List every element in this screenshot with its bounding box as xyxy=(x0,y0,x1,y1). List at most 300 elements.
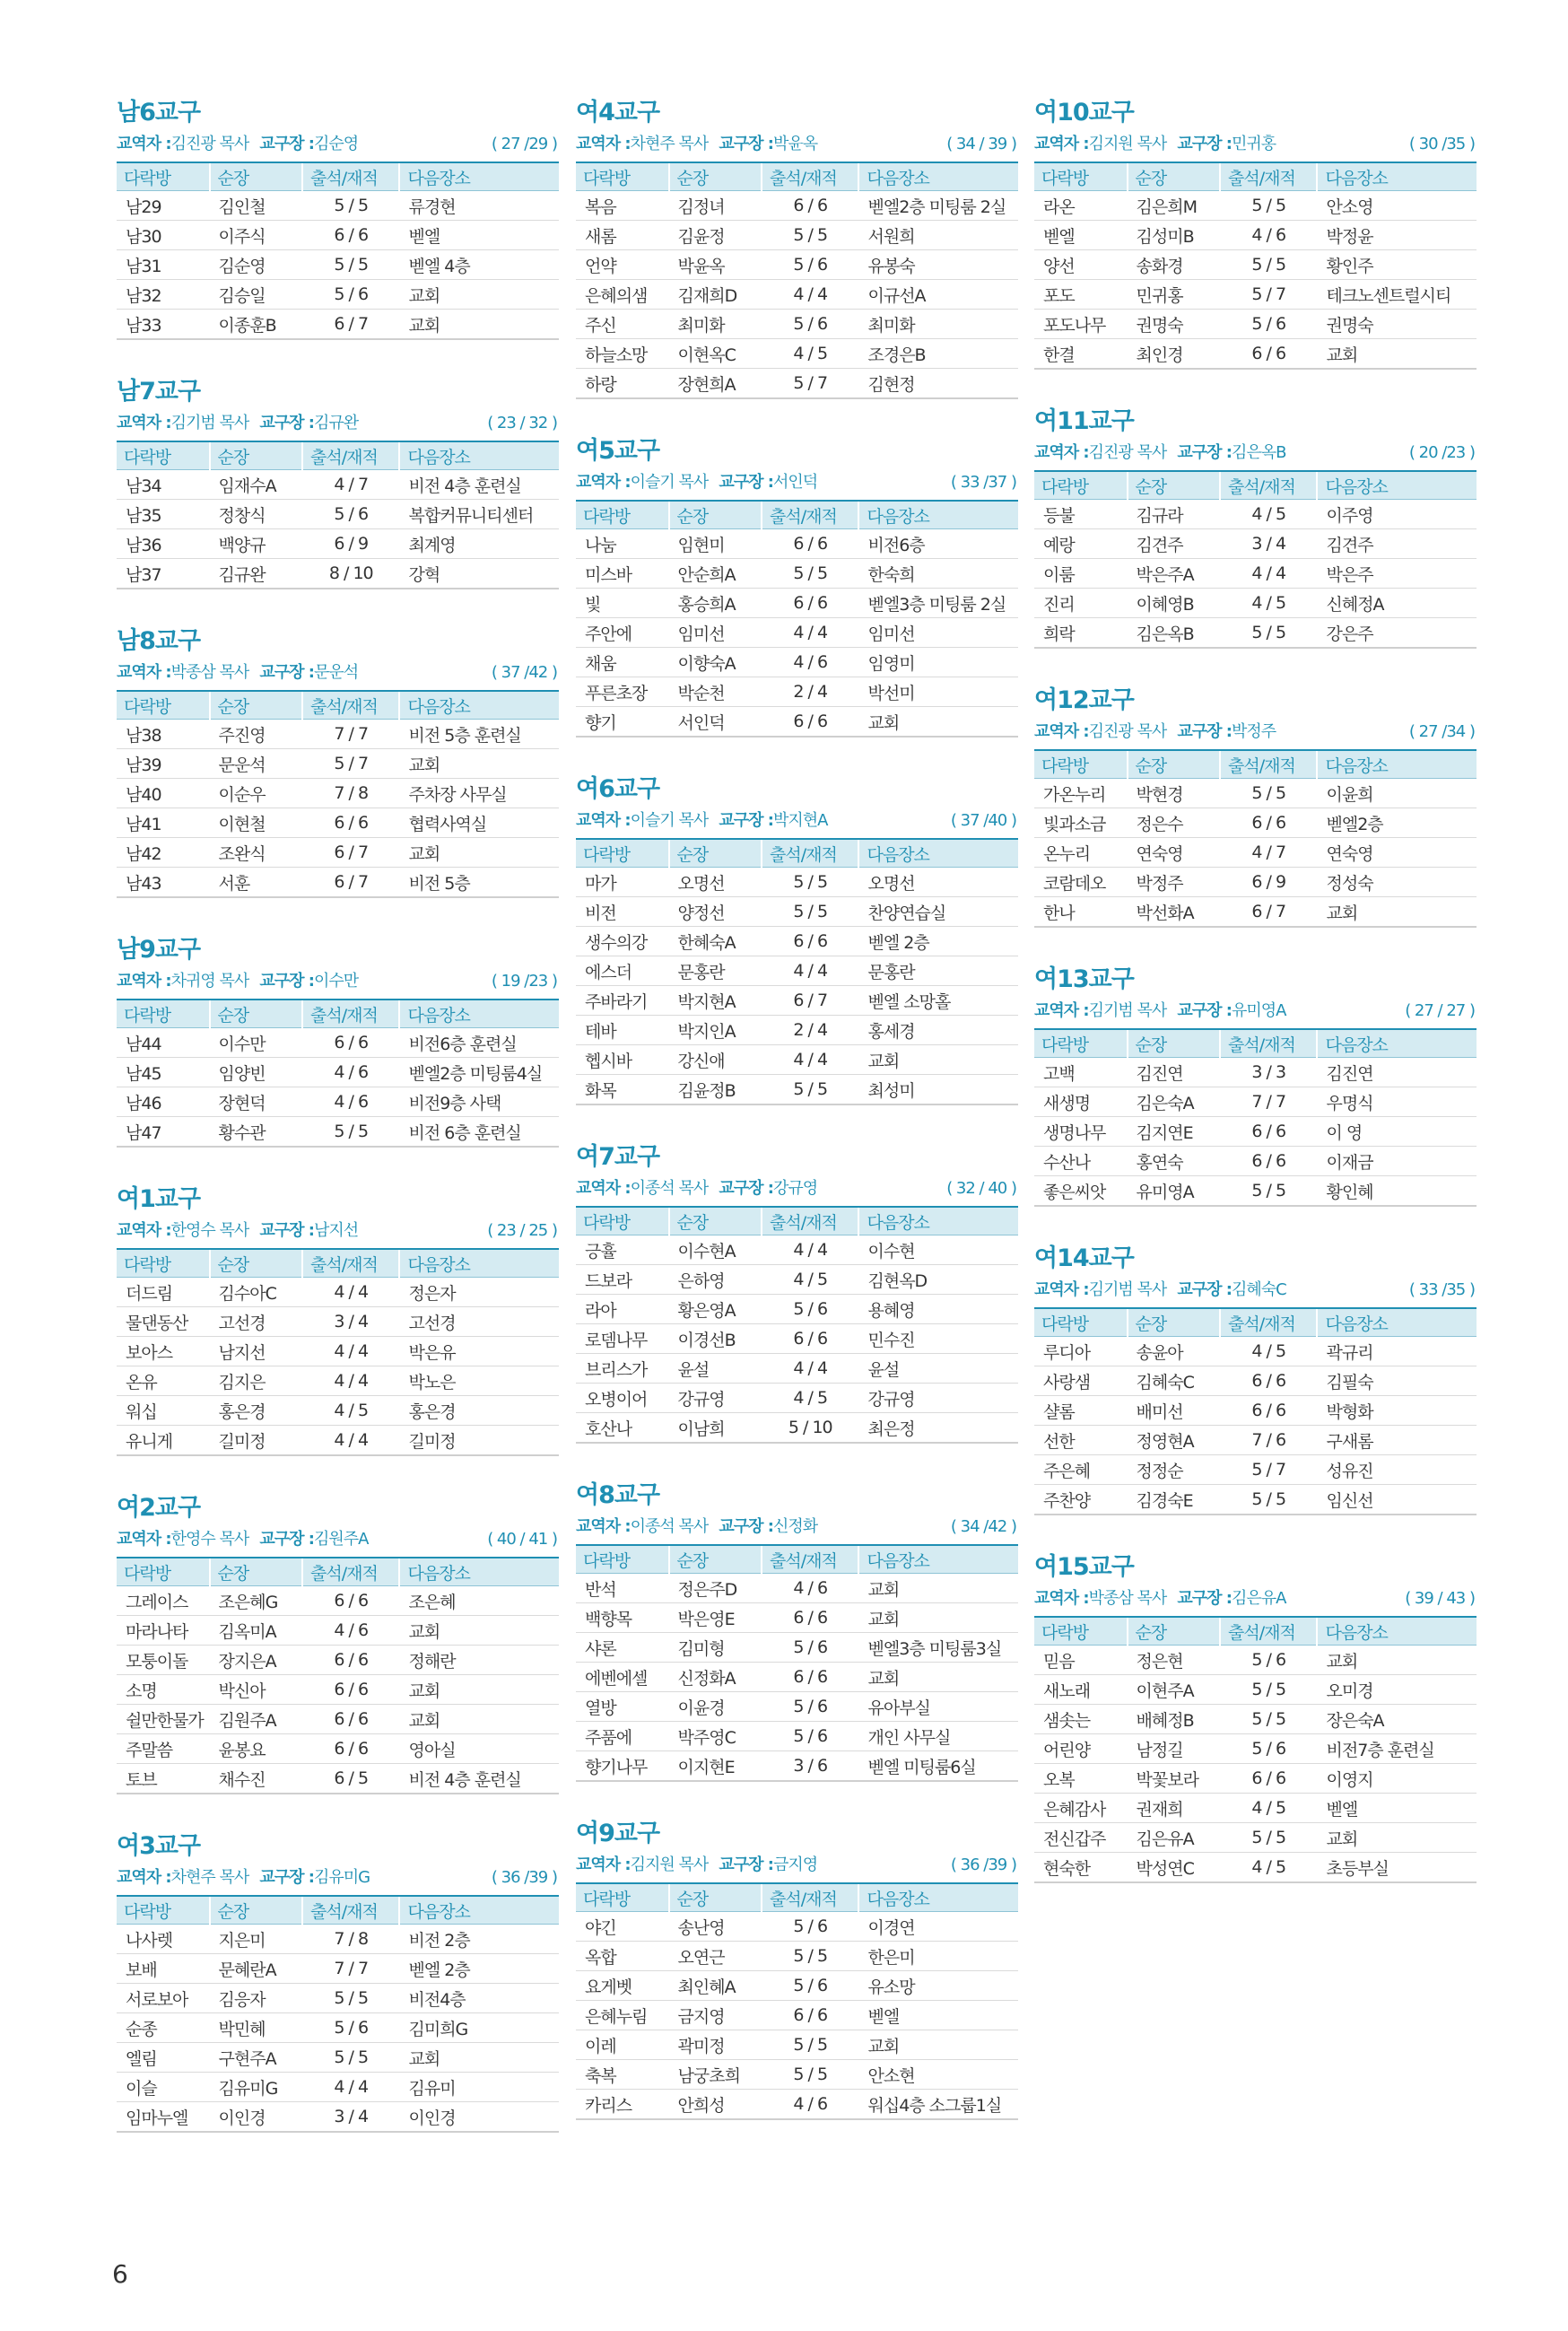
cell-next-place: 강규영 xyxy=(858,1384,1018,1413)
cell-leader: 이지현E xyxy=(669,1751,762,1782)
table-row xyxy=(576,529,1018,559)
cell-next-place: 이규선A xyxy=(858,280,1018,310)
cell-next-place: 개인 사무실 xyxy=(858,1722,1018,1751)
cell-leader: 안희성 xyxy=(669,2090,762,2120)
cell-leader: 서훈 xyxy=(210,868,303,898)
attendance-count: ( 32 / 40 ) xyxy=(946,1179,1016,1198)
table-row xyxy=(117,1396,559,1426)
cell-leader: 이남희 xyxy=(669,1413,762,1444)
cell-leader: 김순영 xyxy=(210,250,303,280)
cell-leader: 정은수 xyxy=(1128,808,1221,838)
cell-leader: 정은주D xyxy=(669,1574,762,1603)
cell-group: 희락 xyxy=(1034,618,1128,649)
attendance-count: ( 37 /42 ) xyxy=(491,663,557,682)
column-header: 출석/재적 xyxy=(1220,1617,1317,1646)
pastor-label: 교역자 : xyxy=(117,135,171,153)
cell-next-place: 교회 xyxy=(1317,339,1477,370)
cell-attendance: 4 / 4 xyxy=(302,1278,399,1307)
column-header: 순장 xyxy=(669,162,762,191)
cell-attendance: 6 / 6 xyxy=(762,589,858,618)
district-title: 여1교구 xyxy=(117,1185,201,1213)
table-row xyxy=(1034,1455,1477,1485)
table-row xyxy=(1034,589,1477,618)
leader-label: 교구장 : xyxy=(259,663,314,682)
table-row xyxy=(1034,250,1477,280)
cell-leader: 김승일 xyxy=(210,280,303,310)
cell-leader: 김미형 xyxy=(669,1633,762,1663)
district-info xyxy=(1034,1279,1477,1302)
column-header: 순장 xyxy=(210,441,303,470)
table-row xyxy=(1034,1176,1477,1207)
table-row xyxy=(576,1751,1018,1782)
cell-group: 벧엘 xyxy=(1034,221,1128,250)
table-row xyxy=(576,2090,1018,2120)
cell-group: 남38 xyxy=(117,720,210,749)
column-header: 다락방 xyxy=(1034,162,1128,191)
cell-next-place: 교회 xyxy=(858,2030,1018,2060)
pastor-name: 이슬기 목사 xyxy=(630,811,709,830)
district-title: 여12교구 xyxy=(1034,686,1134,714)
cell-group: 에스더 xyxy=(576,956,669,986)
district-title: 남8교구 xyxy=(117,627,201,655)
cell-attendance: 5 / 5 xyxy=(302,1117,399,1148)
table-row xyxy=(117,559,559,589)
table-row xyxy=(117,1307,559,1337)
attendance-count: ( 37 /40 ) xyxy=(950,811,1016,830)
cell-group: 향기나무 xyxy=(576,1751,669,1782)
cell-group: 채움 xyxy=(576,648,669,677)
cell-group: 주신 xyxy=(576,310,669,339)
cell-attendance: 4 / 5 xyxy=(762,1384,858,1413)
cell-next-place: 박은유 xyxy=(399,1337,559,1366)
cell-group: 옥합 xyxy=(576,1942,669,1971)
cell-leader: 박지인A xyxy=(669,1016,762,1045)
cell-next-place: 최계영 xyxy=(399,529,559,559)
attendance-count: ( 30 /35 ) xyxy=(1408,135,1475,153)
leader-label: 교구장 : xyxy=(259,414,314,432)
cell-leader: 배혜정B xyxy=(1128,1705,1221,1734)
district-section xyxy=(117,1183,559,1456)
cell-leader: 강신애 xyxy=(669,1045,762,1075)
column-header: 출석/재적 xyxy=(762,1883,858,1912)
district-table xyxy=(576,500,1018,738)
cell-next-place: 이 영 xyxy=(1317,1117,1477,1147)
cell-group: 임마누엘 xyxy=(117,2102,210,2133)
pastor-name: 김기범 목사 xyxy=(170,414,249,432)
table-header-row xyxy=(1034,1029,1477,1058)
cell-leader: 박순천 xyxy=(669,677,762,707)
cell-next-place: 비전7층 훈련실 xyxy=(1317,1734,1477,1764)
cell-group: 마라나타 xyxy=(117,1616,210,1646)
cell-attendance: 4 / 6 xyxy=(302,1087,399,1117)
cell-next-place: 복합커뮤니티센터 xyxy=(399,500,559,529)
district-title: 여15교구 xyxy=(1034,1553,1134,1581)
cell-leader: 조완식 xyxy=(210,838,303,868)
cell-next-place: 영아실 xyxy=(399,1734,559,1764)
column-header: 순장 xyxy=(210,691,303,720)
cell-attendance: 6 / 6 xyxy=(302,1705,399,1734)
cell-attendance: 5 / 5 xyxy=(1220,1485,1317,1515)
table-row xyxy=(117,2043,559,2073)
cell-attendance: 5 / 5 xyxy=(762,2030,858,2060)
table-row xyxy=(576,1722,1018,1751)
cell-leader: 박은주A xyxy=(1128,559,1221,589)
district-title: 여10교구 xyxy=(1034,99,1134,127)
cell-group: 등불 xyxy=(1034,500,1128,529)
district-section xyxy=(1034,1243,1477,1515)
cell-attendance: 5 / 5 xyxy=(1220,1176,1317,1207)
cell-next-place: 윤설 xyxy=(858,1354,1018,1384)
column-header: 다음장소 xyxy=(399,162,559,191)
column-header: 다락방 xyxy=(117,1000,210,1028)
cell-group: 나눔 xyxy=(576,529,669,559)
cell-leader: 김재희D xyxy=(669,280,762,310)
pastor-label: 교역자 : xyxy=(117,414,171,432)
table-row xyxy=(1034,1058,1477,1087)
cell-group: 주품에 xyxy=(576,1722,669,1751)
cell-leader: 정정순 xyxy=(1128,1455,1221,1485)
pastor-name: 한영수 목사 xyxy=(170,1221,249,1240)
cell-group: 테바 xyxy=(576,1016,669,1045)
pastor-label: 교역자 : xyxy=(117,1221,171,1240)
cell-group: 은혜감사 xyxy=(1034,1794,1128,1823)
leader-label: 교구장 : xyxy=(1177,1280,1232,1299)
cell-leader: 박성연C xyxy=(1128,1853,1221,1883)
cell-group: 남47 xyxy=(117,1117,210,1148)
table-row xyxy=(576,648,1018,677)
attendance-count: ( 34 / 39 ) xyxy=(946,135,1016,153)
cell-group: 사랑샘 xyxy=(1034,1366,1128,1396)
cell-leader: 송화경 xyxy=(1128,250,1221,280)
cell-next-place: 유소망 xyxy=(858,1971,1018,2001)
district-info xyxy=(117,133,559,156)
cell-next-place: 벧엘2층 미팅룸 2실 xyxy=(858,191,1018,221)
leader-label: 교구장 : xyxy=(719,1179,773,1198)
cell-leader: 홍은경 xyxy=(210,1396,303,1426)
column-header: 다락방 xyxy=(576,501,669,529)
table-row xyxy=(117,808,559,838)
cell-attendance: 4 / 5 xyxy=(762,339,858,369)
cell-attendance: 5 / 6 xyxy=(762,1633,858,1663)
cell-leader: 채수진 xyxy=(210,1764,303,1794)
district-title: 남7교구 xyxy=(117,378,201,406)
table-row xyxy=(117,1117,559,1148)
district-info xyxy=(117,1528,559,1551)
district-table xyxy=(576,1882,1018,2120)
attendance-count: ( 23 / 32 ) xyxy=(487,414,557,432)
cell-attendance: 5 / 5 xyxy=(302,1984,399,2013)
leader-name: 김유미G xyxy=(313,1868,370,1887)
cell-attendance: 5 / 7 xyxy=(1220,1455,1317,1485)
district-title: 여13교구 xyxy=(1034,965,1134,993)
cell-attendance: 5 / 6 xyxy=(302,280,399,310)
cell-group: 빛 xyxy=(576,589,669,618)
cell-next-place: 김현옥D xyxy=(858,1265,1018,1295)
cell-group: 워십 xyxy=(117,1396,210,1426)
cell-next-place: 최은정 xyxy=(858,1413,1018,1444)
cell-attendance: 6 / 6 xyxy=(302,1734,399,1764)
cell-next-place: 벧엘2층 미팅룸4실 xyxy=(399,1058,559,1087)
table-row xyxy=(576,1663,1018,1692)
cell-attendance: 4 / 7 xyxy=(302,470,399,500)
cell-leader: 이수현A xyxy=(669,1235,762,1265)
cell-group: 토브 xyxy=(117,1764,210,1794)
column-header: 다음장소 xyxy=(858,1207,1018,1235)
cell-next-place: 비전6층 xyxy=(858,529,1018,559)
cell-group: 모퉁이돌 xyxy=(117,1646,210,1675)
district-section xyxy=(576,97,1018,399)
column-header: 다음장소 xyxy=(1317,1308,1477,1337)
cell-group: 생명나무 xyxy=(1034,1117,1128,1147)
attendance-count: ( 27 / 27 ) xyxy=(1405,1001,1475,1020)
column-header: 다락방 xyxy=(1034,1617,1128,1646)
cell-leader: 김진연 xyxy=(1128,1058,1221,1087)
district-table xyxy=(117,1557,559,1794)
cell-group: 드보라 xyxy=(576,1265,669,1295)
cell-leader: 박주영C xyxy=(669,1722,762,1751)
cell-leader: 이수만 xyxy=(210,1028,303,1058)
cell-leader: 김은유A xyxy=(1128,1823,1221,1853)
cell-group: 헵시바 xyxy=(576,1045,669,1075)
cell-next-place: 벧엘 2층 xyxy=(399,1954,559,1984)
district-table xyxy=(1034,1028,1477,1207)
cell-next-place: 이수현 xyxy=(858,1235,1018,1265)
leader-label: 교구장 : xyxy=(259,1221,314,1240)
cell-leader: 한혜숙A xyxy=(669,927,762,956)
district-title: 여9교구 xyxy=(576,1820,660,1847)
cell-leader: 이경선B xyxy=(669,1324,762,1354)
table-header-row xyxy=(576,162,1018,191)
cell-leader: 길미정 xyxy=(210,1426,303,1456)
cell-group: 주은혜 xyxy=(1034,1455,1128,1485)
column-header: 다락방 xyxy=(576,1883,669,1912)
cell-group: 향기 xyxy=(576,707,669,738)
cell-leader: 이향숙A xyxy=(669,648,762,677)
leader-name: 김규완 xyxy=(313,414,359,432)
cell-attendance: 6 / 9 xyxy=(1220,868,1317,897)
cell-leader: 윤봉요 xyxy=(210,1734,303,1764)
cell-group: 가온누리 xyxy=(1034,779,1128,808)
cell-attendance: 5 / 5 xyxy=(762,897,858,927)
cell-leader: 박지현A xyxy=(669,986,762,1016)
table-row xyxy=(576,2001,1018,2030)
cell-leader: 최인혜A xyxy=(669,1971,762,2001)
cell-next-place: 주차장 사무실 xyxy=(399,779,559,808)
cell-attendance: 5 / 5 xyxy=(1220,1823,1317,1853)
cell-next-place: 교회 xyxy=(399,1705,559,1734)
district-section xyxy=(576,435,1018,738)
cell-attendance: 5 / 6 xyxy=(762,1912,858,1942)
cell-next-place: 박정윤 xyxy=(1317,221,1477,250)
pastor-label: 교역자 : xyxy=(576,811,631,830)
table-row xyxy=(117,191,559,221)
cell-next-place: 황인혜 xyxy=(1317,1176,1477,1207)
district-table xyxy=(1034,162,1477,370)
column-header: 다음장소 xyxy=(858,839,1018,868)
cell-attendance: 5 / 5 xyxy=(1220,250,1317,280)
table-row xyxy=(117,1764,559,1794)
cell-next-place: 벧엘 2층 xyxy=(858,927,1018,956)
cell-leader: 은하영 xyxy=(669,1265,762,1295)
cell-next-place: 이영지 xyxy=(1317,1764,1477,1794)
cell-next-place: 벧엘 4층 xyxy=(399,250,559,280)
column-header: 출석/재적 xyxy=(302,162,399,191)
table-row xyxy=(1034,897,1477,928)
cell-group: 화목 xyxy=(576,1075,669,1105)
table-row xyxy=(576,1574,1018,1603)
table-row xyxy=(1034,529,1477,559)
leader-name: 신정화 xyxy=(772,1517,818,1536)
column-header: 다음장소 xyxy=(1317,471,1477,500)
cell-leader: 남정길 xyxy=(1128,1734,1221,1764)
cell-leader: 황수관 xyxy=(210,1117,303,1148)
table-row xyxy=(576,986,1018,1016)
table-row xyxy=(576,1912,1018,1942)
cell-attendance: 4 / 5 xyxy=(1220,1853,1317,1883)
cell-leader: 곽미정 xyxy=(669,2030,762,2060)
cell-leader: 임양빈 xyxy=(210,1058,303,1087)
cell-group: 포도 xyxy=(1034,280,1128,310)
district-table xyxy=(576,162,1018,399)
column-2 xyxy=(576,97,1018,2156)
table-row xyxy=(117,1586,559,1616)
column-header: 순장 xyxy=(1128,162,1221,191)
pastor-name: 이슬기 목사 xyxy=(630,473,709,492)
cell-leader: 이현옥C xyxy=(669,339,762,369)
cell-next-place: 임영미 xyxy=(858,648,1018,677)
table-row xyxy=(1034,1705,1477,1734)
table-row xyxy=(1034,779,1477,808)
cell-group: 한나 xyxy=(1034,897,1128,928)
cell-group: 남37 xyxy=(117,559,210,589)
cell-attendance: 6 / 7 xyxy=(1220,897,1317,928)
table-row xyxy=(576,1235,1018,1265)
cell-attendance: 3 / 4 xyxy=(302,2102,399,2133)
pastor-name: 김진광 목사 xyxy=(170,135,249,153)
cell-attendance: 4 / 4 xyxy=(302,1426,399,1456)
column-header: 순장 xyxy=(1128,471,1221,500)
cell-group: 그레이스 xyxy=(117,1586,210,1616)
table-header-row xyxy=(576,501,1018,529)
district-table xyxy=(576,1544,1018,1782)
cell-next-place: 용혜영 xyxy=(858,1295,1018,1324)
cell-group: 오병이어 xyxy=(576,1384,669,1413)
cell-group: 어린양 xyxy=(1034,1734,1128,1764)
table-row xyxy=(117,1954,559,1984)
table-row xyxy=(576,339,1018,369)
cell-next-place: 김진연 xyxy=(1317,1058,1477,1087)
cell-attendance: 4 / 4 xyxy=(762,1354,858,1384)
table-header-row xyxy=(576,1883,1018,1912)
cell-next-place: 황인주 xyxy=(1317,250,1477,280)
cell-next-place: 박은주 xyxy=(1317,559,1477,589)
cell-next-place: 조경은B xyxy=(858,339,1018,369)
table-row xyxy=(1034,1087,1477,1117)
cell-attendance: 2 / 4 xyxy=(762,1016,858,1045)
leader-label: 교구장 : xyxy=(719,473,773,492)
cell-group: 남34 xyxy=(117,470,210,500)
pastor-label: 교역자 : xyxy=(117,1530,171,1549)
cell-next-place: 벧엘3층 미팅룸3실 xyxy=(858,1633,1018,1663)
cell-group: 복음 xyxy=(576,191,669,221)
cell-group: 호산나 xyxy=(576,1413,669,1444)
column-header: 출석/재적 xyxy=(1220,1308,1317,1337)
attendance-count: ( 27 /29 ) xyxy=(491,135,557,153)
cell-attendance: 5 / 5 xyxy=(302,191,399,221)
cell-leader: 권재희 xyxy=(1128,1794,1221,1823)
cell-group: 남29 xyxy=(117,191,210,221)
leader-label: 교구장 : xyxy=(1177,722,1232,741)
district-title: 여11교구 xyxy=(1034,407,1134,435)
column-header: 출석/재적 xyxy=(762,839,858,868)
cell-next-place: 최성미 xyxy=(858,1075,1018,1105)
attendance-count: ( 40 / 41 ) xyxy=(487,1530,557,1549)
leader-label: 교구장 : xyxy=(719,1517,773,1536)
cell-next-place: 정은자 xyxy=(399,1278,559,1307)
cell-next-place: 교회 xyxy=(1317,1823,1477,1853)
district-section xyxy=(576,773,1018,1105)
cell-attendance: 5 / 5 xyxy=(1220,1705,1317,1734)
cell-attendance: 4 / 5 xyxy=(1220,1794,1317,1823)
cell-next-place: 교회 xyxy=(858,1663,1018,1692)
table-header-row xyxy=(117,1896,559,1925)
column-header: 출석/재적 xyxy=(302,1558,399,1586)
leader-label: 교구장 : xyxy=(259,1868,314,1887)
table-row xyxy=(576,369,1018,399)
cell-leader: 이윤경 xyxy=(669,1692,762,1722)
pastor-label: 교역자 : xyxy=(576,1517,631,1536)
cell-leader: 문혜란A xyxy=(210,1954,303,1984)
district-info xyxy=(576,809,1018,833)
cell-attendance: 6 / 6 xyxy=(1220,1396,1317,1426)
district-title: 여6교구 xyxy=(576,775,660,803)
district-table xyxy=(117,690,559,898)
cell-group: 남40 xyxy=(117,779,210,808)
cell-group: 보배 xyxy=(117,1954,210,1984)
attendance-count: ( 27 /34 ) xyxy=(1408,722,1475,741)
cell-leader: 김규완 xyxy=(210,559,303,589)
cell-attendance: 6 / 7 xyxy=(302,838,399,868)
column-1 xyxy=(117,97,559,2169)
table-row xyxy=(1034,339,1477,370)
attendance-count: ( 36 /39 ) xyxy=(491,1868,557,1887)
district-title: 남9교구 xyxy=(117,936,201,964)
cell-attendance: 4 / 4 xyxy=(762,280,858,310)
district-info xyxy=(1034,133,1477,156)
cell-group: 오복 xyxy=(1034,1764,1128,1794)
column-header: 다음장소 xyxy=(399,1249,559,1278)
table-row xyxy=(576,191,1018,221)
cell-group: 남41 xyxy=(117,808,210,838)
district-table xyxy=(1034,1616,1477,1883)
pastor-name: 차현주 목사 xyxy=(630,135,709,153)
cell-leader: 이종훈B xyxy=(210,310,303,340)
cell-group: 남36 xyxy=(117,529,210,559)
table-row xyxy=(117,500,559,529)
table-row xyxy=(1034,1366,1477,1396)
cell-group: 하늘소망 xyxy=(576,339,669,369)
cell-group: 생수의강 xyxy=(576,927,669,956)
cell-group: 샘솟는 xyxy=(1034,1705,1128,1734)
district-table xyxy=(1034,1307,1477,1515)
cell-next-place: 조은혜 xyxy=(399,1586,559,1616)
cell-next-place: 비전 2층 xyxy=(399,1925,559,1954)
pastor-label: 교역자 : xyxy=(1034,443,1089,462)
cell-attendance: 4 / 4 xyxy=(302,2073,399,2102)
table-row xyxy=(576,1016,1018,1045)
cell-group: 미스바 xyxy=(576,559,669,589)
cell-next-place: 이재금 xyxy=(1317,1147,1477,1176)
